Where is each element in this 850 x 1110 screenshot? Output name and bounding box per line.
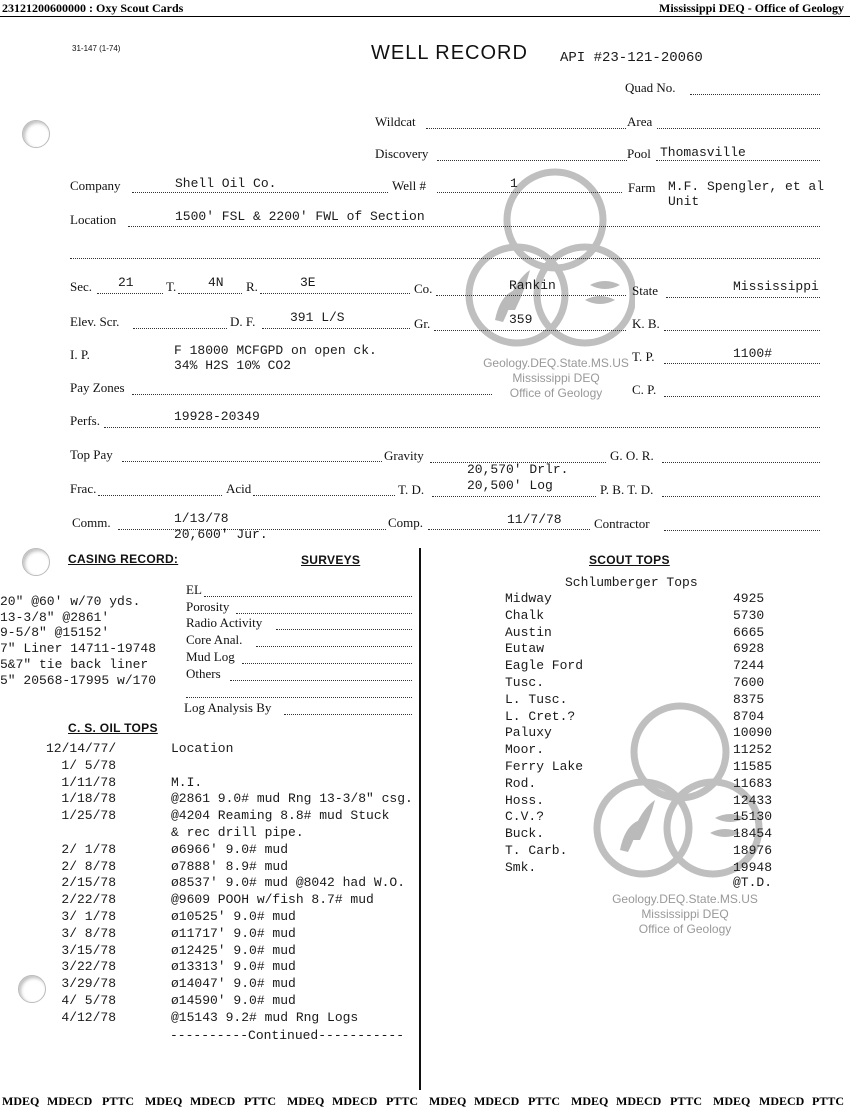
farm-value-line1: M.F. Spengler, et al [668, 179, 825, 194]
casing-line: 20" @60' w/70 yds. [0, 594, 141, 609]
frac-label: Frac. [70, 481, 97, 496]
footer-label: PTTC [528, 1094, 561, 1108]
state-value: Mississippi [733, 279, 819, 294]
well-no-value: 1 [510, 176, 518, 191]
oil-top-date: 3/ 8/78 [61, 925, 116, 941]
r-label: R. [246, 279, 258, 294]
watermark-url-top: Geology.DEQ.State.MS.US [483, 356, 629, 370]
watermark-url-bottom: Geology.DEQ.State.MS.US [612, 892, 758, 906]
well-no-line [437, 192, 622, 193]
co-value: Rankin [509, 278, 556, 293]
oil-top-text: ø11717' 9.0# mud [171, 925, 296, 941]
punch-hole-top [22, 120, 50, 148]
scout-top-name: Ferry Lake [505, 759, 584, 774]
scout-top-row [505, 725, 805, 741]
scout-top-row [505, 859, 805, 890]
footer-label: PTTC [812, 1094, 845, 1108]
scout-top-row [505, 776, 805, 792]
scout-top-name: L. Tusc. [505, 691, 568, 707]
gor-label: G. O. R. [610, 448, 654, 463]
scout-top-name: Hoss. [505, 792, 545, 808]
location-value: 1500' FSL & 2200' FWL of Section [175, 209, 425, 224]
discovery-label: Discovery [375, 146, 429, 161]
location-line [128, 226, 820, 227]
comp-value: 11/7/78 [507, 512, 562, 527]
td-label: T. D. [398, 482, 425, 497]
scout-top-depth: 6665 [733, 624, 765, 640]
scout-top-name: Buck. [505, 826, 545, 842]
scout-top-row [505, 692, 805, 708]
td-line [432, 496, 596, 497]
contractor-label: Contractor [594, 516, 650, 531]
oil-top-date: 1/18/78 [61, 791, 116, 807]
elev-scr-label: Elev. Scr. [70, 314, 120, 329]
t-label: T. [166, 279, 177, 294]
scout-top-row [505, 759, 805, 775]
survey-item-label: Others [186, 665, 221, 681]
top-pay-line [122, 461, 382, 462]
scout-top-row [505, 591, 805, 607]
cp-label: C. P. [632, 382, 657, 397]
gr-line [434, 330, 626, 331]
pool-value: Thomasville [660, 145, 746, 160]
casing-line: 5&7" tie back liner [0, 656, 149, 672]
scout-top-depth: 19948 @T.D. [733, 859, 773, 890]
oil-top-date: 2/ 8/78 [61, 858, 116, 874]
comm-line [118, 529, 386, 530]
oil-top-date: 1/25/78 [61, 808, 116, 824]
sec-value: 21 [118, 275, 134, 290]
kb-label: K. B. [632, 316, 660, 331]
location-label: Location [70, 212, 117, 227]
oil-top-text: Location [171, 741, 234, 756]
area-line [657, 128, 820, 129]
scout-top-depth: 11585 [733, 759, 773, 774]
acid-label: Acid [226, 481, 252, 496]
footer-label: PTTC [102, 1094, 135, 1108]
oil-top-text: M.I. [171, 774, 203, 790]
footer-label: MDECD [474, 1094, 520, 1108]
cs-oil-tops-title: C. S. OIL TOPS [68, 721, 158, 735]
scout-top-name: Midway [505, 591, 552, 606]
oil-top-text: @15143 9.2# mud Rng Logs [171, 1009, 359, 1025]
oil-top-date: 1/11/78 [61, 774, 116, 790]
scout-top-depth: 10090 [733, 725, 773, 741]
state-line [666, 297, 820, 298]
watermark-office-top: Office of Geology [509, 386, 603, 400]
footer-strip [0, 1092, 850, 1110]
cp-line [664, 396, 820, 397]
column-divider [419, 548, 421, 1090]
oil-top-text: @9609 POOH w/fish 8.7# mud [171, 892, 374, 908]
oil-top-text: ø13313' 9.0# mud [171, 959, 296, 975]
scout-top-row [505, 809, 805, 825]
watermark-name-bottom: Mississippi DEQ [641, 907, 729, 921]
footer-label: MDEQ [145, 1094, 183, 1108]
location-line-2 [70, 258, 820, 259]
footer-label: MDEQ [571, 1094, 609, 1108]
top-pay-label: Top Pay [70, 447, 113, 462]
log-analysis-label: Log Analysis By [184, 700, 272, 715]
oil-top-date: 2/22/78 [61, 892, 116, 908]
scout-top-depth: 7244 [733, 658, 765, 674]
wildcat-line [426, 128, 626, 129]
survey-item-line [242, 663, 412, 664]
footer-label: MDECD [47, 1094, 93, 1108]
scout-top-name: T. Carb. [505, 843, 568, 858]
oil-top-date: 3/15/78 [61, 942, 116, 958]
quad-no-label: Quad No. [625, 80, 676, 95]
continued-text: ----------Continued----------- [170, 1028, 405, 1043]
discovery-line [437, 160, 627, 161]
oil-top-date: 2/15/78 [61, 875, 116, 891]
punch-hole-middle [22, 548, 50, 576]
td-value-line1: 20,570' Drlr. [467, 462, 569, 477]
comm-value-line1: 1/13/78 [174, 511, 229, 526]
scout-top-name: Eutaw [505, 641, 545, 657]
oil-top-text: ø14590' 9.0# mud [171, 993, 296, 1008]
footer-label: MDEQ [287, 1094, 325, 1108]
tp-line [664, 363, 820, 364]
scout-top-row [505, 675, 805, 691]
survey-item-line [256, 646, 412, 647]
scout-top-depth: 11683 [733, 775, 773, 791]
t-line [178, 293, 242, 294]
oil-top-text: ø6966' 9.0# mud [171, 841, 289, 857]
company-label: Company [70, 178, 121, 193]
acid-line [253, 495, 395, 496]
survey-item-line [276, 629, 412, 630]
surveys-blank-line [186, 697, 412, 698]
casing-line: 5" 20568-17995 w/170 [0, 672, 157, 688]
sec-label: Sec. [70, 279, 93, 294]
scout-top-row [505, 742, 805, 758]
casing-line: 7" Liner 14711-19748 [0, 641, 157, 657]
r-line [260, 293, 410, 294]
scout-top-depth: 7600 [733, 675, 765, 690]
scout-top-name: C.V.? [505, 809, 545, 825]
scout-top-row [505, 641, 805, 657]
sec-line [97, 293, 163, 294]
watermark-name-top: Mississippi DEQ [512, 371, 600, 385]
tp-label: T. P. [632, 349, 655, 364]
survey-item-label: Radio Activity [186, 615, 263, 631]
farm-label: Farm [628, 180, 656, 195]
scout-top-name: L. Cret.? [505, 708, 576, 724]
scout-top-name: Eagle Ford [505, 658, 584, 674]
t-value: 4N [208, 275, 224, 290]
oil-top-text: @4204 Reaming 8.8# mud Stuck [171, 808, 390, 824]
form-number: 31-147 (1-74) [72, 44, 121, 53]
footer-label: MDECD [616, 1094, 662, 1108]
footer-label: MDECD [190, 1094, 236, 1108]
oil-top-date: 3/ 1/78 [61, 909, 116, 924]
survey-item-label: Porosity [186, 598, 230, 614]
survey-item-label: Mud Log [186, 648, 235, 664]
company-value: Shell Oil Co. [175, 176, 277, 191]
elev-scr-line [133, 328, 227, 329]
oil-top-text: ø7888' 8.9# mud [171, 858, 289, 874]
scout-top-name: Austin [505, 624, 552, 640]
gor-line [662, 462, 820, 463]
farm-value-line2: Unit [668, 194, 700, 209]
oil-top-date: 12/14/77/ [46, 741, 117, 756]
scout-top-row [505, 793, 805, 809]
scout-tops-subtitle: Schlumberger Tops [565, 575, 698, 590]
casing-record-title: CASING RECORD: [68, 552, 179, 566]
footer-label: MDEQ [429, 1094, 467, 1108]
scout-top-depth: 18976 [733, 843, 773, 858]
oil-top-text: & rec drill pipe. [171, 825, 304, 840]
comm-label: Comm. [72, 515, 111, 530]
company-line [132, 192, 388, 193]
scout-top-name: Smk. [505, 859, 537, 875]
pbtd-line [662, 496, 820, 497]
tp-value: 1100# [733, 346, 773, 361]
oil-top-date: 2/ 1/78 [61, 841, 116, 857]
survey-item-line [230, 680, 412, 681]
scout-top-depth: 5730 [733, 607, 765, 623]
scout-top-depth: 8704 [733, 708, 765, 724]
scout-top-depth: 11252 [733, 742, 773, 758]
oil-top-date: 3/29/78 [61, 976, 116, 992]
kb-line [664, 330, 820, 331]
well-no-label: Well # [392, 178, 426, 193]
comp-line [428, 529, 590, 530]
gr-label: Gr. [414, 316, 431, 331]
scout-top-row [505, 658, 805, 674]
scout-top-depth: 4925 [733, 591, 765, 606]
co-label: Co. [414, 281, 433, 296]
surveys-title: SURVEYS [301, 553, 361, 567]
contractor-line [664, 530, 820, 531]
scout-top-name: Rod. [505, 775, 537, 791]
footer-label: PTTC [244, 1094, 277, 1108]
scout-top-row [505, 826, 805, 842]
df-value: 391 L/S [290, 310, 345, 325]
oil-top-text: ø8537' 9.0# mud @8042 had W.O. [171, 875, 406, 891]
oil-top-date: 1/ 5/78 [61, 757, 116, 773]
scout-top-name: Moor. [505, 742, 545, 758]
scout-top-depth: 6928 [733, 641, 765, 657]
punch-hole-bottom [18, 975, 46, 1003]
survey-item-line [236, 613, 412, 614]
pay-zones-line [132, 394, 492, 395]
scout-top-row [505, 625, 805, 641]
log-analysis-line [284, 714, 412, 715]
df-label: D. F. [230, 314, 256, 329]
wildcat-label: Wildcat [375, 114, 416, 129]
footer-label: MDECD [759, 1094, 805, 1108]
ip-value-line1: F 18000 MCFGPD on open ck. [174, 343, 377, 358]
gravity-label: Gravity [384, 448, 424, 463]
co-line [436, 295, 626, 296]
scout-top-row [505, 843, 805, 859]
casing-line: 13-3/8" @2861' [0, 609, 110, 625]
pbtd-label: P. B. T. D. [600, 482, 654, 497]
oil-top-text: ø14047' 9.0# mud [171, 976, 296, 992]
header-right: Mississippi DEQ - Office of Geology [659, 1, 844, 15]
oil-top-date: 4/ 5/78 [61, 993, 116, 1008]
oil-top-text: ø10525' 9.0# mud [171, 909, 296, 924]
scout-top-name: Tusc. [505, 675, 545, 690]
scout-top-row [505, 709, 805, 725]
casing-line: 9-5/8" @15152' [0, 625, 110, 641]
perfs-label: Perfs. [70, 413, 100, 428]
comp-label: Comp. [388, 515, 424, 530]
api-number: API #23-121-20060 [560, 50, 703, 66]
scout-top-name: Chalk [505, 607, 545, 623]
oil-top-text: @2861 9.0# mud Rng 13-3/8" csg. [171, 791, 413, 807]
r-value: 3E [300, 275, 316, 290]
footer-label: PTTC [670, 1094, 703, 1108]
perfs-line [104, 427, 820, 428]
ip-value-line2: 34% H2S 10% CO2 [174, 358, 292, 373]
comm-value-line2: 20,600' Jur. [174, 527, 268, 542]
page-title: WELL RECORD [371, 42, 528, 64]
survey-item-label: EL [186, 582, 202, 597]
footer-label: MDEQ [2, 1094, 40, 1108]
gr-value: 359 [509, 312, 533, 327]
perfs-value: 19928-20349 [174, 409, 260, 424]
pool-line [656, 160, 820, 161]
scout-top-depth: 18454 [733, 826, 773, 842]
scout-top-depth: 8375 [733, 691, 765, 707]
scout-top-depth: 15130 [733, 809, 773, 825]
oil-top-date: 3/22/78 [61, 959, 116, 975]
footer-label: MDECD [332, 1094, 378, 1108]
pool-label: Pool [627, 146, 651, 161]
survey-item-label: Core Anal. [186, 632, 243, 648]
header-divider [0, 16, 850, 17]
survey-item-line [204, 596, 412, 597]
footer-label: PTTC [386, 1094, 419, 1108]
oil-top-text: ø12425' 9.0# mud [171, 942, 296, 958]
df-line [262, 328, 410, 329]
frac-line [98, 495, 222, 496]
ip-label: I. P. [70, 347, 90, 362]
pay-zones-label: Pay Zones [70, 380, 125, 395]
scout-top-name: Paluxy [505, 725, 552, 741]
td-value-line2: 20,500' Log [467, 478, 553, 493]
area-label: Area [627, 114, 653, 129]
oil-top-date: 4/12/78 [61, 1009, 116, 1025]
watermark-office-bottom: Office of Geology [638, 922, 732, 936]
scout-top-depth: 12433 [733, 792, 773, 808]
scout-tops-title: SCOUT TOPS [589, 553, 670, 567]
header-left: 23121200600000 : Oxy Scout Cards [2, 1, 184, 15]
state-label: State [632, 283, 658, 298]
quad-no-line [690, 94, 820, 95]
scout-top-row [505, 608, 805, 624]
footer-label: MDEQ [713, 1094, 751, 1108]
